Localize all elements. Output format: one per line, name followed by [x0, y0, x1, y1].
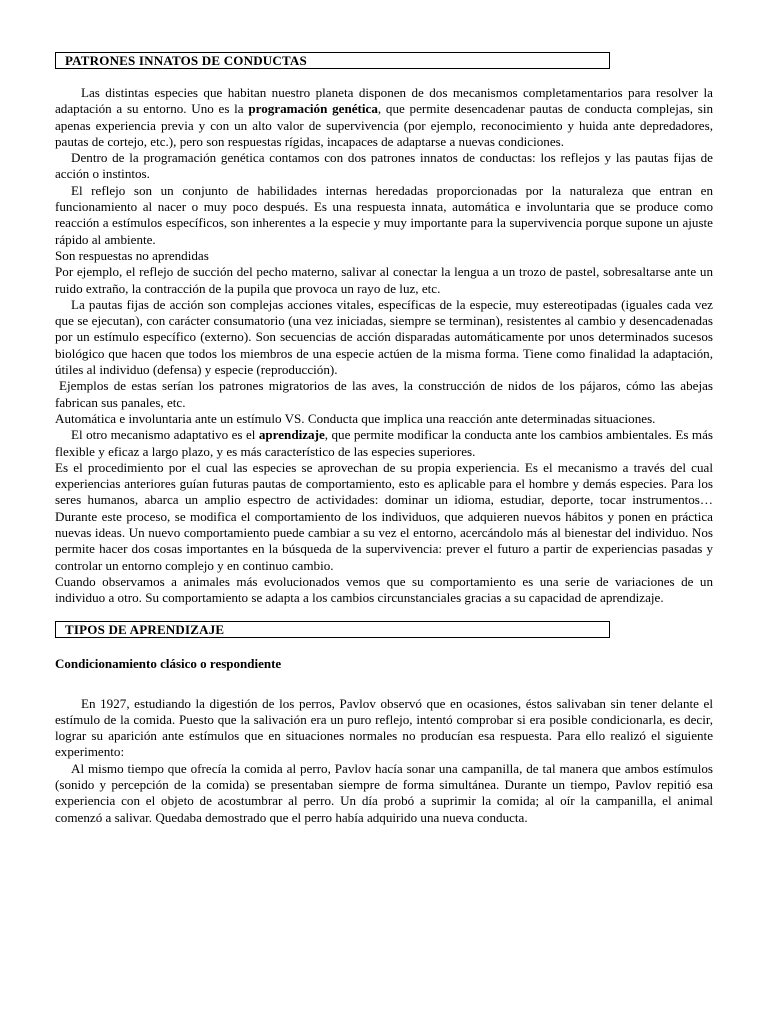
- paragraph-ejemplos-pautas: Ejemplos de estas serían los patrones migratorios de las aves, la construcción de nidos de los pájaros, cómo las abejas fabrican sus panales, etc.: [55, 378, 713, 410]
- paragraph-ejemplo-reflejo: Por ejemplo, el reflejo de succión del pecho materno, salivar al conectar la lengua a un trozo de pastel, sobresaltarse ante un ruido extraño, la contracción de la pupila que provoca un rayo de luz, etc.: [55, 264, 713, 296]
- paragraph-procedimiento: Es el procedimiento por el cual las especies se aprovechan de su propia experiencia. Es el mecanismo a través del cual experiencias anteriores guían futuras pautas de comportamiento, esto es aplicable para el hombre y demás especies. Para los seres humanos, abarca un amplio espectro de actividades: dominar un idioma, estudiar, deporte, tocar instrumentos… Durante este proceso, se modifica el comportamiento de los individuos, que adquieren nuevos hábitos y ponen en práctica nuevas ideas. Un nuevo comportamiento puede cambiar a su vez el entorno, acercándolo más al bienestar del individuo. Nos permite hacer dos cosas importantes en la búsqueda de la supervivencia: prever el futuro a partir de experiencias pasadas y controlar un entorno complejo y en continuo cambio.: [55, 459, 713, 573]
- section-title-tipos: TIPOS DE APRENDIZAJE: [55, 621, 610, 638]
- paragraph-no-aprendidas: Son respuestas no aprendidas: [55, 247, 209, 263]
- paragraph-aprendizaje-bold: aprendizaje: [258, 427, 325, 443]
- paragraph-animales: Cuando observamos a animales más evolucionados vemos que su comportamiento es una serie de variaciones de un individuo a otro. Su comportamiento se adapta a los cambios circunstanciales gracias a su capacidad de aprendizaje.: [55, 573, 713, 606]
- section-title-patrones: PATRONES INNATOS DE CONDUCTAS: [55, 52, 610, 69]
- paragraph-reflejo: El reflejo son un conjunto de habilidades internas heredadas proporcionadas por la naturaleza que entran en funcionamiento al nacer o muy poco después. Es una respuesta innata, automática e involuntaria que se produce como reacción a estímulos específicos, son inherentes a la especie y muy importante para la supervivencia porque supone un ajuste rápido al ambiente.: [55, 182, 713, 247]
- paragraph-intro-text-a: Las distintas especies que habitan nuestro planeta disponen de dos mecanismos completamentarios para resolver la adaptación a su entorno. Uno es la: [55, 85, 713, 117]
- paragraph-pautas-fijas: La pautas fijas de acción son complejas acciones vitales, específicas de la especie, muy estereotipadas (iguales cada vez que se ejecutan), con carácter consumatorio (una vez iniciadas, siempre se terminan), resistentes al cambio y desencadenadas por un estímulo específico (externo). Son secuencias de acción disparadas automáticamente por unos determinados sucesos biológico que hacen que todos los miembros de una especie actúen de la misma forma. Tiene como finalidad la adaptación, útiles al individuo (defensa) y especie (reproducción).: [55, 296, 713, 378]
- paragraph-aprendizaje: [55, 427, 713, 460]
- paragraph-automatica: Automática e involuntaria ante un estímulo VS. Conducta que implica una reacción ante determinadas situaciones.: [55, 410, 656, 426]
- paragraph-experimento: Al mismo tiempo que ofrecía la comida al perro, Pavlov hacía sonar una campanilla, de tal manera que ambos estímulos (sonido y percepción de la comida) se presentaban siempre de forma simultánea. Durante un tiempo, Pavlov repitió esa experiencia con el objeto de acostumbrar al perro. Un día probó a suprimir la comida; al oír la campanilla, el animal comenzó a salivar. Quedaba demostrado que el perro había adquirido una nueva conducta.: [55, 760, 713, 825]
- paragraph-intro: [55, 85, 713, 150]
- paragraph-pavlov: En 1927, estudiando la digestión de los perros, Pavlov observó que en ocasiones, éstos salivaban sin tener delante el estímulo de la comida. Puesto que la salivación era un puro reflejo, intentó comprobar si era posible condicionarla, es decir, lograr su aparición ante estímulos que en situaciones normales no producían esa respuesta. Para ello realizó el siguiente experimento:: [55, 695, 713, 760]
- subsection-title-condicionamiento: Condicionamiento clásico o respondiente: [55, 655, 282, 671]
- paragraph-programacion: Dentro de la programación genética contamos con dos patrones innatos de conductas: los reflejos y las pautas fijas de acción o instintos.: [55, 150, 713, 182]
- paragraph-aprendizaje-text-b: , que permite modificar la conducta ante los cambios ambientales. Es más flexible y eficaz a largo plazo, y es más característico de las especies superiores.: [55, 427, 713, 459]
- paragraph-aprendizaje-text-a: El otro mecanismo adaptativo es el: [71, 427, 259, 443]
- paragraph-intro-text-b: , que permite desencadenar pautas de conducta complejas, sin apenas experiencia previa y con un alto valor de supervivencia (por ejemplo, reconocimiento y huida ante depredadores, pautas de cortejo, etc.), pero son respuestas rígidas, incapaces de adaptarse a nuevas condiciones.: [55, 101, 714, 149]
- paragraph-intro-bold: programación genética: [248, 101, 378, 117]
